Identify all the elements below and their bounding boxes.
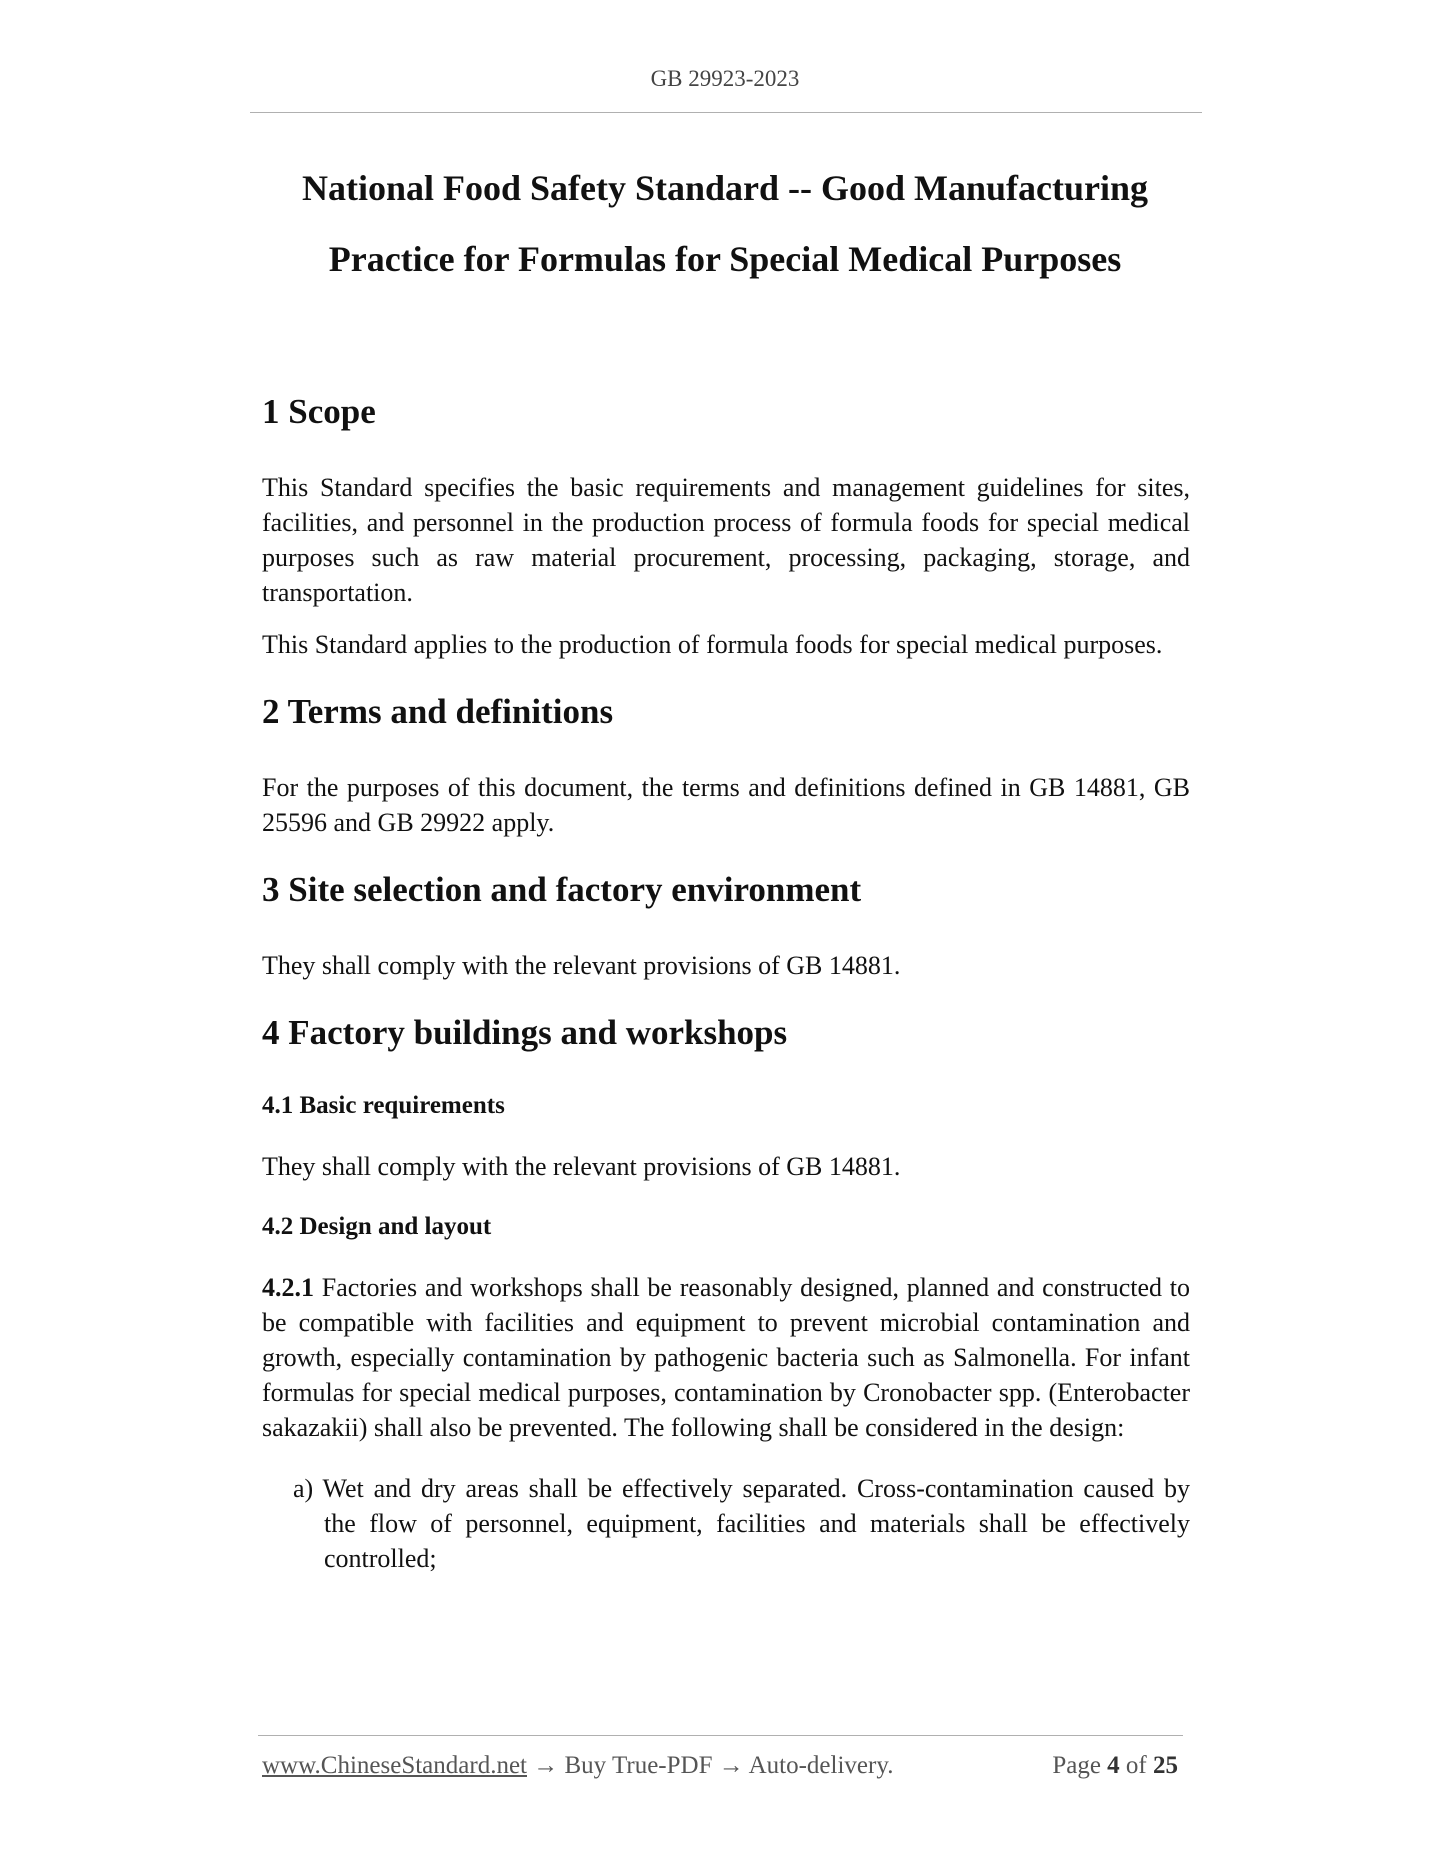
clause-4-2-1 <box>262 1270 1190 1445</box>
document-title <box>250 153 1200 295</box>
section-heading-factory: 4 Factory buildings and workshops <box>262 1013 788 1052</box>
title-line-1: National Food Safety Standard -- Good Manufacturing <box>301 168 1149 208</box>
footer-divider <box>258 1735 1183 1736</box>
title-line-2: Practice for Formulas for Special Medical Purposes <box>328 239 1122 279</box>
current-page-number: 4 <box>1107 1752 1120 1779</box>
section-heading-terms: 2 Terms and definitions <box>262 692 614 731</box>
terms-paragraph: For the purposes of this document, the terms and definitions defined in GB 14881, GB 25596 and GB 29922 apply. <box>262 773 1190 837</box>
list-item-a: a) Wet and dry areas shall be effectively separated. Cross-contamination caused by the flow of personnel, equipment, facilities and materials shall be effectively controlled; <box>293 1474 1190 1573</box>
clause-number: 4.2.1 <box>262 1273 314 1302</box>
scope-paragraph-2: This Standard applies to the production of formula foods for special medical purposes. <box>262 630 1163 659</box>
scope-paragraph-1: This Standard specifies the basic requirements and management guidelines for sites, facilities, and personnel in the production process of formula foods for special medical purposes such as raw material procurement, processing, packaging, storage, and transportation. <box>262 473 1190 607</box>
arrow-right-icon: → <box>527 1752 565 1779</box>
site-paragraph: They shall comply with the relevant provisions of GB 14881. <box>262 951 901 980</box>
total-pages-number: 25 <box>1153 1752 1178 1779</box>
buy-text: Buy True-PDF <box>564 1752 713 1779</box>
delivery-text: Auto-delivery. <box>748 1752 894 1779</box>
website-link[interactable]: www.ChineseStandard.net <box>262 1752 527 1779</box>
header-divider <box>250 112 1202 113</box>
page-label: Page <box>1052 1752 1108 1779</box>
subsection-heading-basic: 4.1 Basic requirements <box>262 1092 505 1119</box>
page-indicator <box>1052 1752 1178 1780</box>
document-body <box>262 390 1190 1576</box>
subsection-heading-design: 4.2 Design and layout <box>262 1213 492 1240</box>
page-footer <box>262 1752 1182 1780</box>
clause-text: Factories and workshops shall be reasonably designed, planned and constructed to be compatible with facilities and equipment to prevent microbial contamination and growth, especially contamination by pathogenic bacteria such as Salmonella. For infant formulas for special medical purposes, contamination by Cronobacter spp. (Enterobacter sakazakii) shall also be prevented. The following shall be considered in the design: <box>262 1273 1190 1442</box>
section-heading-scope: 1 Scope <box>262 392 376 431</box>
basic-requirements-paragraph: They shall comply with the relevant provisions of GB 14881. <box>262 1152 901 1181</box>
section-heading-site: 3 Site selection and factory environment <box>262 870 862 909</box>
running-header: GB 29923-2023 <box>650 66 800 91</box>
arrow-right-icon: → <box>712 1752 749 1779</box>
of-label: of <box>1119 1752 1153 1779</box>
